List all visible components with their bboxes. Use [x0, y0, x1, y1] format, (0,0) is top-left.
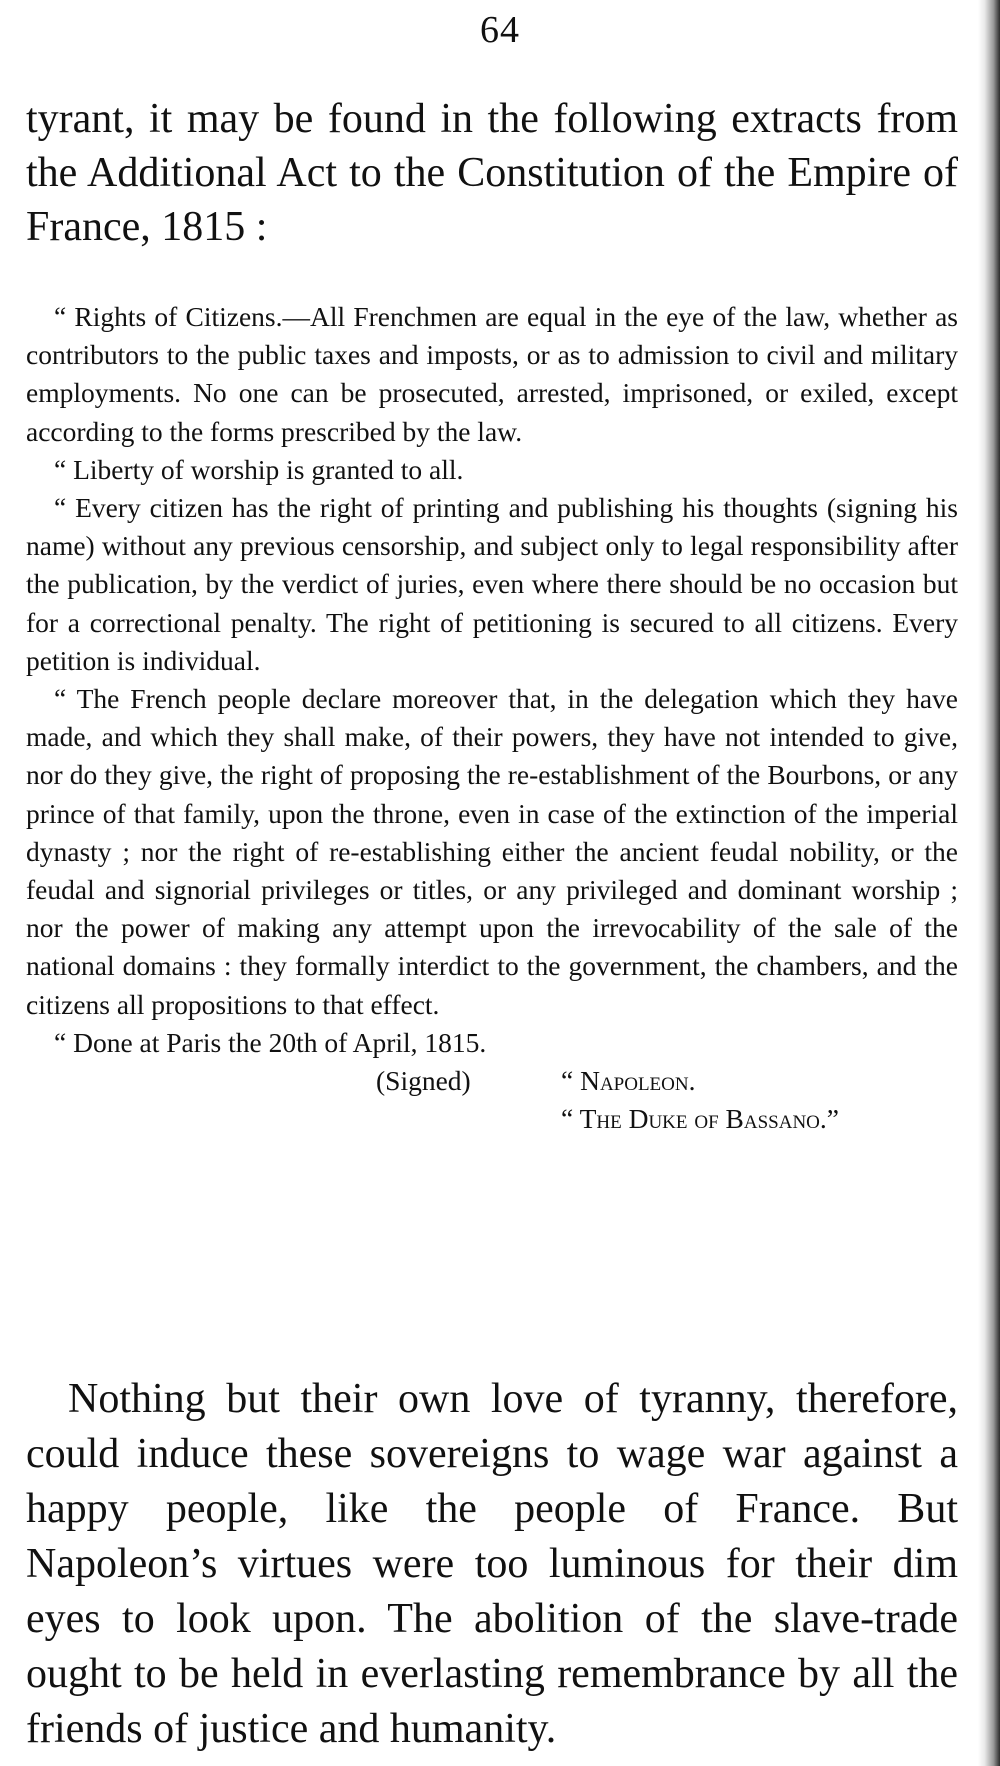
closing-section: [26, 1372, 958, 1757]
signature-row: [26, 1062, 958, 1100]
signature-napoleon: “ Napoleon.: [561, 1065, 696, 1097]
signature-bassano: “ The Duke of Bassano.”: [561, 1103, 839, 1135]
extract-paragraph-press: “ Every citizen has the right of printing and publishing his thoughts (signing his name) without any previous censorship, and subject only to legal responsibility after the publication, by the verdict of juries, even where there should be no occasion but for a correctional penalty. The right of petitioning is secured to all citizens. Every petition is individual.: [26, 492, 958, 676]
closing-paragraph: Nothing but their own love of tyranny, therefore, could induce these sovereigns to wage war against a happy people, like the people of France. But Napoleon’s virtues were too luminous for their dim eyes to look upon. The abolition of the slave-trade ought to be held in everlasting remembrance by all the friends of justice and humanity.: [26, 1376, 958, 1752]
signature-row-2: [26, 1100, 958, 1138]
extract-paragraph-worship: “ Liberty of worship is granted to all.: [54, 453, 464, 485]
extract-paragraph-rights: “ Rights of Citizens.—All Frenchmen are equal in the eye of the law, whether as contributors to the public taxes and imposts, or as to admission to civil and military employments. No one can be prosecuted, arrested, imprisoned, or exiled, except according to the forms prescribed by the law.: [26, 301, 958, 447]
signed-label: (Signed): [376, 1065, 471, 1097]
constitution-extract: [26, 298, 958, 1138]
extract-paragraph-date: “ Done at Paris the 20th of April, 1815.: [54, 1026, 487, 1058]
extract-paragraph-declaration: “ The French people declare moreover that, in the delegation which they have made, and which they shall make, of their powers, they have not intended to give, nor do they give, the right of proposing the re-establishment of the Bourbons, or any prince of that family, upon the throne, even in case of the extinction of the imperial dynasty ; nor the right of re-establishing either the ancient feudal nobility, or the feudal and signorial privileges or titles, or any privileged and dominant worship ; nor the power of making any attempt upon the irrevocability of the sale of the national domains : they formally interdict to the government, the chambers, and the citizens all propositions to that effect.: [26, 683, 958, 1020]
page-edge-shadow: [978, 0, 1000, 1766]
lead-paragraph: tyrant, it may be found in the following extracts from the Additional Act to the Constitution of the Empire of France, 1815 :: [26, 96, 958, 250]
page-number: 64: [480, 9, 520, 51]
